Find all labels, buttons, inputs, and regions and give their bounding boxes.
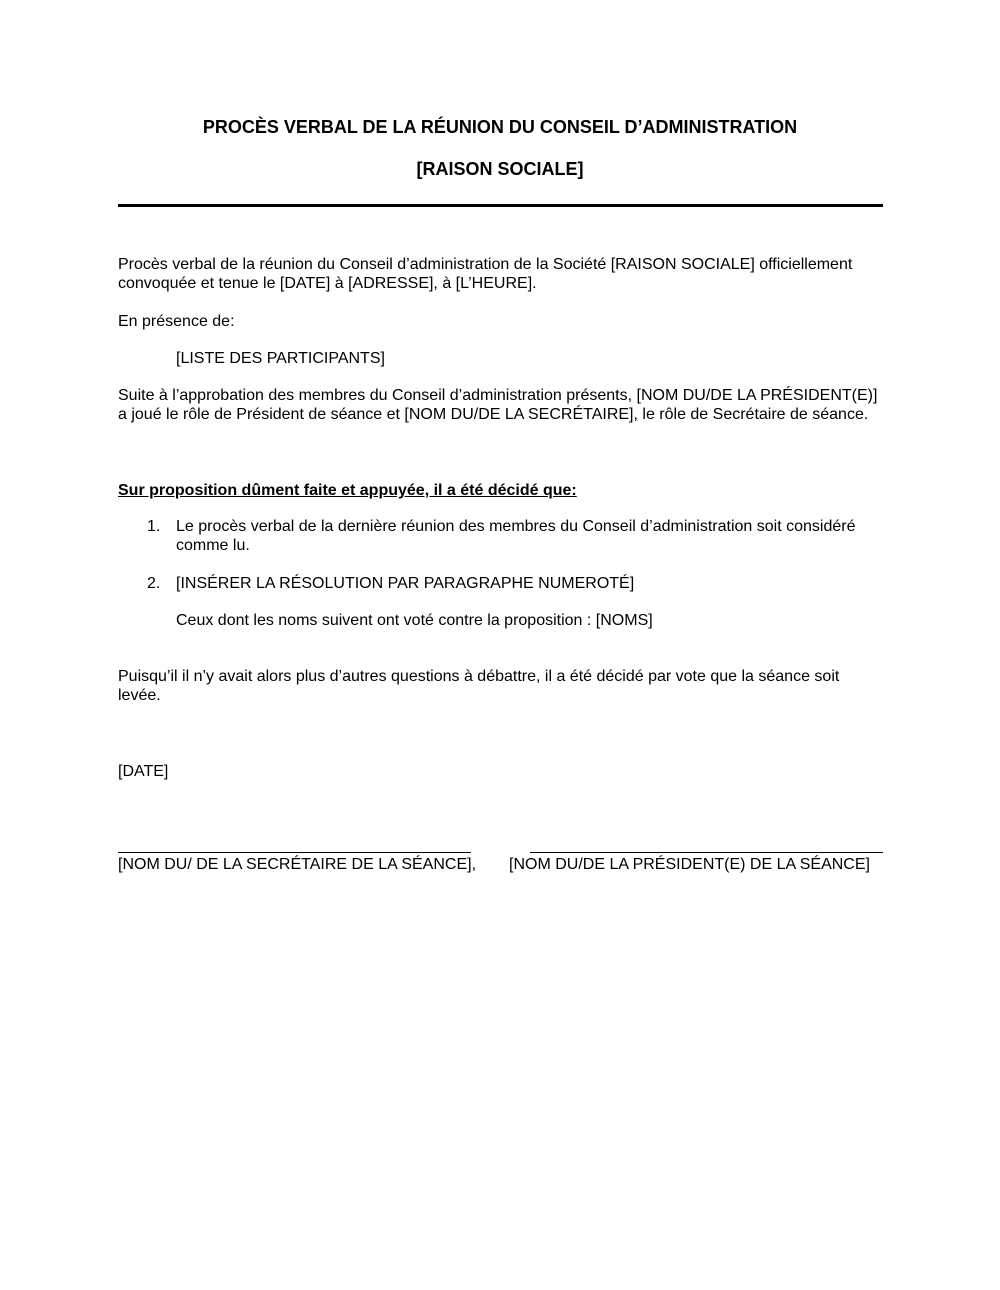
intro-paragraph: Procès verbal de la réunion du Conseil d’administration de la Société [RAISON SOCIALE] officiellement convoquée et tenue le [DATE] à [ADRESSE], à [L’HEURE]. xyxy=(118,256,853,292)
presence-label: En présence de: xyxy=(118,313,235,330)
secretary-signature-line xyxy=(118,852,471,853)
closing-paragraph: Puisqu’il il n’y avait alors plus d’autres questions à débattre, il a été décidé par vote que la séance soit levée. xyxy=(118,668,840,704)
date-placeholder: [DATE] xyxy=(118,763,169,780)
resolution-2-text: [INSÉRER LA RÉSOLUTION PAR PARAGRAPHE NUMEROTÉ] xyxy=(176,575,635,592)
participants-placeholder: [LISTE DES PARTICIPANTS] xyxy=(176,350,385,367)
vote-against-line: Ceux dont les noms suivent ont voté contre la proposition : [NOMS] xyxy=(176,612,653,629)
secretary-signature-label: [NOM DU/ DE LA SECRÉTAIRE DE LA SÉANCE], xyxy=(118,856,477,873)
title-divider xyxy=(118,204,883,207)
company-name-placeholder: [RAISON SOCIALE] xyxy=(416,159,584,179)
resolution-1-number: 1. xyxy=(147,518,161,535)
president-signature-line xyxy=(530,852,883,853)
resolution-1-text: Le procès verbal de la dernière réunion des membres du Conseil d’administration soit considéré comme lu. xyxy=(176,518,856,554)
resolution-2-number: 2. xyxy=(147,575,161,592)
approval-paragraph: Suite à l’approbation des membres du Conseil d’administration présents, [NOM DU/DE LA PRÉSIDENT(E)] a joué le rôle de Président de séance et [NOM DU/DE LA SECRÉTAIRE], le rôle de Secrétaire de séance. xyxy=(118,387,878,423)
president-signature-label: [NOM DU/DE LA PRÉSIDENT(E) DE LA SÉANCE] xyxy=(509,856,870,873)
document-title: PROCÈS VERBAL DE LA RÉUNION DU CONSEIL D’ADMINISTRATION xyxy=(202,117,798,137)
proposal-heading: Sur proposition dûment faite et appuyée, il a été décidé que: xyxy=(118,482,577,499)
